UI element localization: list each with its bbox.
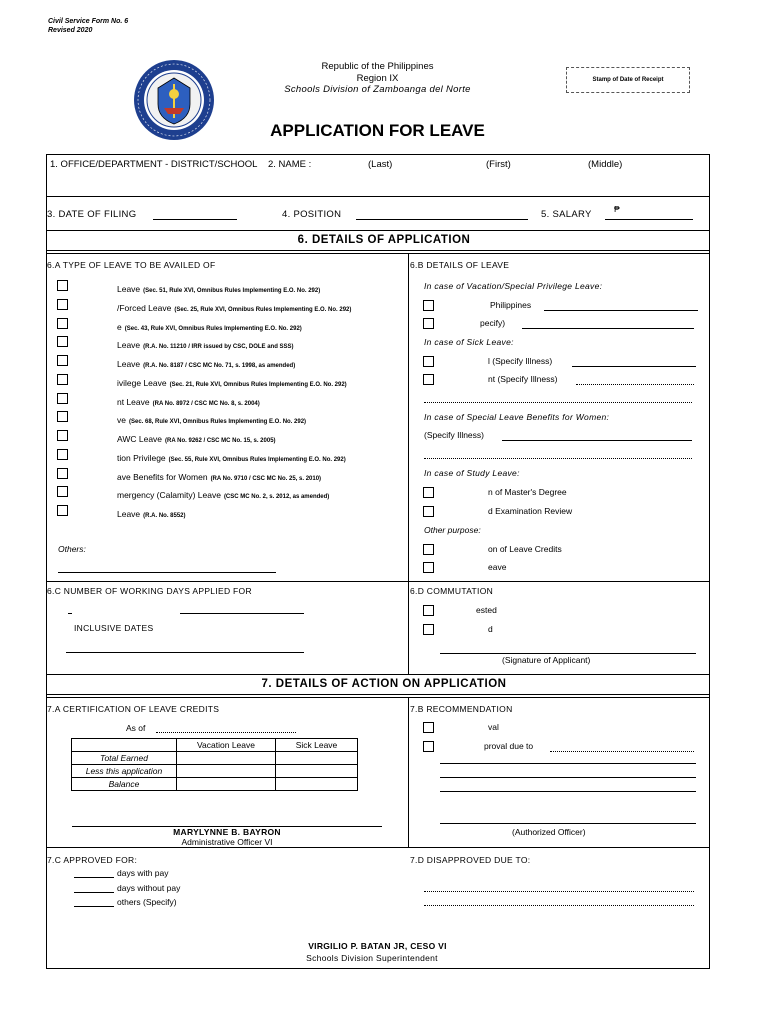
- study-opt-1-label: n of Master's Degree: [488, 487, 567, 497]
- vac-opt-2-field[interactable]: [522, 328, 694, 329]
- sick-title: In case of Sick Leave:: [424, 337, 514, 347]
- section6a-title: 6.A TYPE OF LEAVE TO BE AVAILED OF: [47, 260, 216, 270]
- leave-type-label: tion Privilege: [117, 453, 166, 463]
- days-without-pay-field[interactable]: [74, 892, 114, 893]
- rec-opt-1-checkbox[interactable]: [423, 722, 434, 733]
- section6d-title: 6.D COMMUTATION: [410, 586, 494, 596]
- leave-type-reference: (R.A. No. 8552): [143, 513, 186, 519]
- leave-type-reference: (Sec. 55, Rule XVI, Omnibus Rules Implementing E.O. No. 292): [168, 457, 346, 463]
- cell-input[interactable]: [276, 765, 358, 778]
- section6b-title: 6.B DETAILS OF LEAVE: [410, 260, 510, 270]
- leave-type-item: [117, 504, 186, 522]
- comm-opt-1-checkbox[interactable]: [423, 605, 434, 616]
- study-opt-2-checkbox[interactable]: [423, 506, 434, 517]
- leave-type-reference: (R.A. No. 8187 / CSC MC No. 71, s. 1998, as amended): [143, 363, 296, 369]
- col-vacation-leave: Vacation Leave: [177, 739, 276, 752]
- row-total-earned: Total Earned: [72, 752, 177, 765]
- as-of-label: As of: [126, 723, 146, 733]
- leave-type-checkbox[interactable]: [57, 299, 68, 310]
- region-text: Region IX: [356, 73, 399, 84]
- stamp-box: [566, 67, 690, 93]
- leave-type-checkbox[interactable]: [57, 505, 68, 516]
- working-days-field[interactable]: [180, 613, 304, 614]
- signature-label: (Signature of Applicant): [502, 655, 591, 665]
- leave-type-item: [117, 410, 306, 428]
- women-opt-label: (Specify Illness): [424, 430, 484, 440]
- study-opt-1-checkbox[interactable]: [423, 487, 434, 498]
- leave-type-checkbox[interactable]: [57, 486, 68, 497]
- date-filing-label: 3. DATE OF FILING: [47, 209, 137, 220]
- leave-type-checkbox[interactable]: [57, 374, 68, 385]
- sick-opt-2-label: nt (Specify Illness): [488, 374, 558, 384]
- leave-type-label: Leave: [117, 509, 141, 519]
- leave-type-label: nt Leave: [117, 397, 150, 407]
- peso-sign: ₱: [614, 204, 620, 214]
- signature-line[interactable]: [440, 653, 696, 654]
- vac-opt-2-label: pecify): [480, 318, 506, 328]
- leave-type-label: Leave: [117, 359, 141, 369]
- inclusive-dates-field[interactable]: [66, 652, 304, 653]
- leave-credits-table: [71, 738, 358, 791]
- leave-type-reference: (R.A. No. 11210 / IRR issued by CSC, DOLE and SSS): [143, 344, 294, 350]
- leave-type-label: /Forced Leave: [117, 303, 172, 313]
- section7d-title: 7.D DISAPPROVED DUE TO:: [410, 855, 531, 865]
- leave-type-item: [117, 354, 295, 372]
- comm-opt-2-checkbox[interactable]: [423, 624, 434, 635]
- study-title: In case of Study Leave:: [424, 468, 520, 478]
- other-purpose-title: Other purpose:: [424, 525, 481, 535]
- women-opt-field[interactable]: [502, 440, 692, 441]
- sick-opt-1-label: l (Specify Illness): [488, 356, 553, 366]
- vac-opt-1-checkbox[interactable]: [423, 300, 434, 311]
- vacation-title: In case of Vacation/Special Privilege Leave:: [424, 281, 603, 291]
- cell-input[interactable]: [177, 752, 276, 765]
- leave-type-item: [117, 485, 329, 503]
- middle-name-label: (Middle): [588, 159, 623, 170]
- leave-type-label: ivilege Leave: [117, 378, 167, 388]
- sick-opt-2-checkbox[interactable]: [423, 374, 434, 385]
- division-text: Schools Division of Zamboanga del Norte: [284, 84, 471, 95]
- position-field[interactable]: [356, 219, 528, 220]
- women-title: In case of Special Leave Benefits for Women:: [424, 412, 610, 422]
- leave-type-reference: (CSC MC No. 2, s. 2012, as amended): [223, 494, 330, 500]
- leave-type-item: [117, 467, 321, 485]
- cell-input[interactable]: [177, 778, 276, 791]
- name-label: 2. NAME :: [268, 159, 312, 170]
- leave-type-item: [117, 317, 302, 335]
- leave-type-checkbox[interactable]: [57, 280, 68, 291]
- leave-type-reference: (Sec. 25, Rule XVI, Omnibus Rules Implementing E.O. No. 292): [174, 307, 352, 313]
- others-field[interactable]: [58, 572, 276, 573]
- leave-type-item: [117, 448, 346, 466]
- rec-opt-1-label: val: [488, 722, 499, 732]
- other-opt-1-checkbox[interactable]: [423, 544, 434, 555]
- leave-type-reference: (Sec. 43, Rule XVI, Omnibus Rules Implementing E.O. No. 292): [124, 326, 302, 332]
- salary-label: 5. SALARY: [541, 209, 592, 220]
- vac-opt-2-checkbox[interactable]: [423, 318, 434, 329]
- last-name-label: (Last): [368, 159, 393, 170]
- section7c-title: 7.C APPROVED FOR:: [47, 855, 138, 865]
- leave-type-item: [117, 373, 347, 391]
- section6-title: 6. DETAILS OF APPLICATION: [297, 234, 471, 246]
- leave-type-reference: (RA No. 9262 / CSC MC No. 15, s. 2005): [165, 438, 276, 444]
- officer-name: MARYLYNNE B. BAYRON: [173, 827, 281, 837]
- leave-type-item: [117, 279, 320, 297]
- sick-opt-1-field[interactable]: [572, 366, 696, 367]
- vac-opt-1-field[interactable]: [544, 310, 698, 311]
- form-number: Civil Service Form No. 6: [48, 18, 129, 25]
- authorized-officer-label: (Authorized Officer): [512, 827, 586, 837]
- others-specify-label: others (Specify): [117, 897, 177, 907]
- col-sick-leave: Sick Leave: [276, 739, 358, 752]
- officer-title: Administrative Officer VI: [181, 837, 273, 847]
- leave-type-reference: (Sec. 21, Rule XVI, Omnibus Rules Implementing E.O. No. 292): [169, 382, 347, 388]
- leave-type-label: Leave: [117, 340, 141, 350]
- leave-type-label: AWC Leave: [117, 434, 163, 444]
- study-opt-2-label: d Examination Review: [488, 506, 573, 516]
- comm-opt-1-label: ested: [476, 605, 497, 615]
- disapproved-reason-1[interactable]: [424, 891, 694, 892]
- leave-type-reference: (RA No. 8972 / CSC MC No. 8, s. 2004): [152, 401, 260, 407]
- leave-type-item: [117, 429, 276, 447]
- leave-type-checkbox[interactable]: [57, 355, 68, 366]
- comm-opt-2-label: d: [488, 624, 493, 634]
- other-opt-2-label: eave: [488, 562, 507, 572]
- leave-type-label: ve: [117, 415, 126, 425]
- office-label: 1. OFFICE/DEPARTMENT - DISTRICT/SCHOOL: [50, 159, 258, 170]
- row-balance: Balance: [72, 778, 177, 791]
- days-with-pay-label: days with pay: [117, 868, 169, 878]
- days-with-pay-field[interactable]: [74, 877, 114, 878]
- cell-input[interactable]: [276, 752, 358, 765]
- leave-type-reference: (Sec. 68, Rule XVI, Omnibus Rules Implementing E.O. No. 292): [128, 419, 307, 425]
- rec-opt-2-label: proval due to: [484, 741, 534, 751]
- section7-title: 7. DETAILS OF ACTION ON APPLICATION: [261, 678, 507, 690]
- leave-type-reference: (Sec. 51, Rule XVI, Omnibus Rules Implementing E.O. No. 292): [143, 288, 321, 294]
- rec-opt-2-checkbox[interactable]: [423, 741, 434, 752]
- leave-type-label: e: [117, 322, 122, 332]
- rec-reason-field[interactable]: [550, 751, 694, 752]
- leave-type-checkbox[interactable]: [57, 468, 68, 479]
- leave-type-checkbox[interactable]: [57, 336, 68, 347]
- others-specify-field[interactable]: [74, 906, 114, 907]
- republic-text: Republic of the Philippines: [321, 61, 434, 72]
- section7a-title: 7.A CERTIFICATION OF LEAVE CREDITS: [47, 704, 220, 714]
- section6c-title: 6.C NUMBER OF WORKING DAYS APPLIED FOR: [47, 586, 252, 596]
- leave-type-checkbox[interactable]: [57, 411, 68, 422]
- superintendent-title: Schools Division Superintendent: [306, 953, 438, 963]
- position-label: 4. POSITION: [282, 209, 342, 220]
- leave-type-checkbox[interactable]: [57, 318, 68, 329]
- leave-type-item: [117, 335, 294, 353]
- disapproved-reason-2[interactable]: [424, 905, 694, 906]
- leave-type-item: [117, 392, 260, 410]
- leave-type-checkbox[interactable]: [57, 393, 68, 404]
- as-of-field[interactable]: [156, 732, 296, 733]
- days-without-pay-label: days without pay: [117, 883, 181, 893]
- first-name-label: (First): [486, 159, 511, 170]
- cell-input[interactable]: [276, 778, 358, 791]
- section7b-title: 7.B RECOMMENDATION: [410, 704, 513, 714]
- form-revised: Revised 2020: [48, 27, 93, 34]
- row-less-application: Less this application: [72, 765, 177, 778]
- vac-opt-1-label: Philippines: [490, 300, 532, 310]
- sick-opt-1-checkbox[interactable]: [423, 356, 434, 367]
- inclusive-dates-label: INCLUSIVE DATES: [74, 623, 154, 633]
- sick-opt-2-field[interactable]: [576, 384, 694, 385]
- form-title: APPLICATION FOR LEAVE: [270, 121, 485, 140]
- leave-type-label: mergency (Calamity) Leave: [117, 490, 221, 500]
- leave-type-label: ave Benefits for Women: [117, 472, 208, 482]
- leave-type-reference: (RA No. 9710 / CSC MC No. 25, s. 2010): [210, 476, 322, 482]
- other-opt-2-checkbox[interactable]: [423, 562, 434, 573]
- authorized-officer-line[interactable]: [440, 823, 696, 824]
- salary-field[interactable]: [605, 219, 693, 220]
- stamp-label: Stamp of Date of Receipt: [592, 77, 664, 83]
- leave-type-checkbox[interactable]: [57, 449, 68, 460]
- leave-type-item: [117, 298, 351, 316]
- cell-input[interactable]: [177, 765, 276, 778]
- other-opt-1-label: on of Leave Credits: [488, 544, 562, 554]
- leave-type-checkbox[interactable]: [57, 430, 68, 441]
- others-label: Others:: [58, 544, 86, 554]
- date-filing-field[interactable]: [153, 219, 237, 220]
- superintendent-name: VIRGILIO P. BATAN JR, CESO VI: [308, 941, 447, 951]
- leave-type-label: Leave: [117, 284, 141, 294]
